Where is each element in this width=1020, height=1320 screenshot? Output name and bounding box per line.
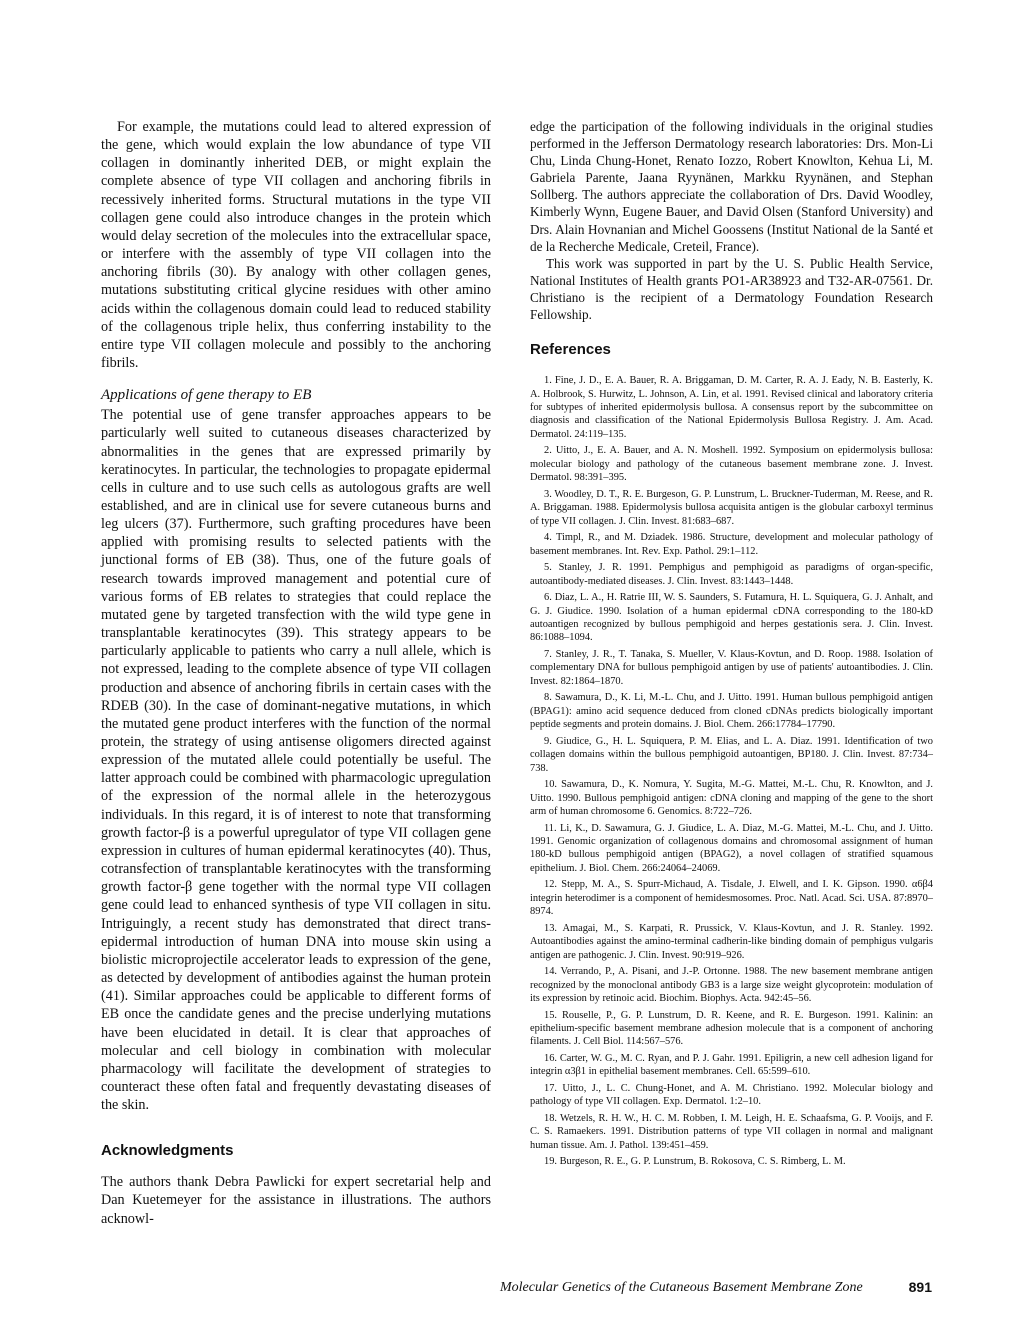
paragraph-mutations: For example, the mutations could lead to altered expression of the gene, which would explain the low abundance of type VII collagen in dominantly inherited DEB, or might explain the complete absence of type VII collagen and anchoring fibrils in recessively inherited forms. Structural mutations in the type VII collagen gene could also introduce changes in the protein which would delay secretion of the molecules into the extracellular space, or interfere with the assembly of type VII collagen into the anchoring fibrils (30). By analogy with other collagen genes, mutations substituting critical glycine residues with other amino acids within the collagenous domain could lead to reduced stability of the collagenous triple helix, thus conferring instability to the entire type VII collagen molecule and possibly to the anchoring fibrils. [101,119,491,372]
subheading-gene-therapy: Applications of gene therapy to EB [101,387,312,404]
reference-item: 2. Uitto, J., E. A. Bauer, and A. N. Moshell. 1992. Symposium on epidermolysis bullosa: molecular biology and pathology of the cutaneous basement membrane zone. J. Invest. Dermatol. 98:391–395. [530,445,933,484]
reference-item: 1. Fine, J. D., E. A. Bauer, R. A. Briggaman, D. M. Carter, R. A. J. Eady, N. B. Easterly, K. A. Holbrook, S. Hurwitz, L. Johnson, A. Lin, et al. 1991. Revised clinical and laboratory criteria for subtypes of inherited epidermolysis bullosa. A consensus report by the subcommittee on diagnosis and classification of the National Epidermolysis Bullosa Registry. J. Am. Acad. Dermatol. 24:119–135. [530,375,933,440]
right-column [530,118,933,1172]
reference-item: 3. Woodley, D. T., R. E. Burgeson, G. P. Lunstrum, L. Bruckner-Tuderman, M. Reese, and R. A. Briggaman. 1988. Epidermolysis bullosa acquisita antigen is the globular carboxyl terminus of type VII collagen. J. Clin. Invest. 81:683–687. [530,488,933,527]
left-column [101,118,491,1228]
reference-item: 16. Carter, W. G., M. C. Ryan, and P. J. Gahr. 1991. Epiligrin, a new cell adhesion ligand for integrin α3β1 in epithelial basement membranes. Cell. 65:599–610. [530,1053,933,1078]
funding-paragraph: This work was supported in part by the U. S. Public Health Service, National Institutes of Health grants PO1-AR38923 and T32-AR-07561. Dr. Christiano is the recipient of a Dermatology Foundation Research Fellowship. [530,255,933,323]
reference-item: 18. Wetzels, R. H. W., H. C. M. Robben, I. M. Leigh, H. E. Schaafsma, G. P. Vooijs, and F. C. S. Ramaekers. 1991. Distribution patterns of type VII collagen in normal and malignant human tissue. Am. J. Pathol. 139:451–459. [530,1113,933,1151]
acknowledgments-continued: edge the participation of the following individuals in the original studies performed in the Jefferson Dermatology research laboratories: Drs. Mon-Li Chu, Linda Chung-Honet, Renato Iozzo, Robert Knowlton, Kehua Li, M. Gabriela Parente, Jaana Ryynänen, Markku Ryynänen, and Stephan Sollberg. The authors appreciate the collaboration of Drs. David Woodley, Kimberly Wynn, Eugene Bauer, and David Olsen (Stanford University) and Drs. Alain Hovnanian and Michel Goossens (Institut National de la Santé et de la Recherche Medicale, Creteil, France). [530,119,933,254]
reference-item: 7. Stanley, J. R., T. Tanaka, S. Mueller, V. Klaus-Kovtun, and D. Roop. 1988. Isolation of complementary DNA for bullous pemphigoid antigen by use of patients' autoantibodies. J. Clin. Invest. 82:1864–1870. [530,648,933,687]
page-footer [500,1280,932,1296]
reference-item: 10. Sawamura, D., K. Nomura, Y. Sugita, M.-G. Mattei, M.-L. Chu, R. Knowlton, and J. Uitto. 1990. Bullous pemphigoid antigen: cDNA cloning and mapping of the gene to the short arm of human chromosome 6. Genomics. 8:722–726. [530,779,933,817]
reference-item: 5. Stanley, J. R. 1991. Pemphigus and pemphigoid as paradigms of organ-specific, autoantibody-mediated diseases. J. Clin. Invest. 83:1443–1448. [530,562,933,587]
paragraph-gene-therapy: The potential use of gene transfer approaches appears to be particularly well suited to cutaneous diseases characterized by abnormalities in the genes that are expressed primarily by keratinocytes. In particular, the technologies to propagate epidermal cells in culture and to use such cells as autologous grafts are well established, and are in clinical use for severe cutaneous burns and leg ulcers (37). Furthermore, such grafting procedures have been applied with promising results to selected patients with the junctional forms of EB (38). Thus, one of the future goals of research towards improved management and potential cure of various forms of EB relates to strategies that could replace the mutated gene by targeted transfection with the wild type gene in transplantable keratinocytes (39). This strategy appears to be particularly applicable to patients who carry a null allele, which is not expressed, leading to the complete absence of type VII collagen production and absence of anchoring fibrils in certain cases with the RDEB (30). In the case of dominant-negative mutations, in which the mutated gene product interferes with the function of the normal protein, the strategy of using antisense oligomers directed against expression of the mutated allele could potentially be useful. The latter approach could be combined with pharmacologic upregulation of the expression of the normal allele in the heterozygous individuals. In this regard, it is of interest to note that transforming growth factor-β is a powerful upregulator of type VII collagen gene expression in cultures of human epidermal keratinocytes (40). Thus, cotransfection of transplantable keratinocytes with the transforming growth factor-β gene together with the normal type VII collagen gene could lead to enhanced synthesis of type VII collagen in situ. Intriguingly, a recent study has demonstrated that direct trans-epidermal introduction of human DNA into mouse skin using a biolistic microprojectile accelerator leads to expression of the gene, as detected by development of antibodies against the human protein (41). Similar approaches could be applicable to different forms of EB once the candidate genes and the precise underlying mutations have been elucidated in detail. It is clear that approaches of molecular and cell biology in combination with molecular pharmacology will facilitate the development of strategies to counteract these often fatal and frequently devastating diseases of the skin. [101,407,491,1114]
references-heading: References [530,341,611,359]
references-list [530,374,933,1169]
reference-item: 15. Rouselle, P., G. P. Lunstrum, D. R. Keene, and R. E. Burgeson. 1991. Kalinin: an epithelium-specific basement membrane adhesion molecule that is a component of anchoring filaments. J. Cell Biol. 114:567–576. [530,1009,933,1048]
acknowledgments-heading: Acknowledgments [101,1142,234,1160]
reference-item: 9. Giudice, G., H. L. Squiquera, P. M. Elias, and L. A. Diaz. 1991. Identification of two collagen domains within the bullous pemphigoid autoantigen, BP180. J. Clin. Invest. 87:734–738. [530,735,933,774]
reference-item: 4. Timpl, R., and M. Dziadek. 1986. Structure, development and molecular pathology of basement membranes. Int. Rev. Exp. Pathol. 29:1–112. [530,532,933,557]
reference-item: 19. Burgeson, R. E., G. P. Lunstrum, B. Rokosova, C. S. Rimberg, L. M. [544,1156,846,1168]
reference-item: 14. Verrando, P., A. Pisani, and J.-P. Ortonne. 1988. The new basement membrane antigen recognized by the monoclonal antibody GB3 is a large size weight glycoprotein: modulation of its expression by retinoic acid. Biochim. Biophys. Acta. 942:45–56. [530,966,933,1005]
reference-item: 6. Diaz, L. A., H. Ratrie III, W. S. Saunders, S. Futamura, H. L. Squiquera, G. J. Anhalt, and G. J. Giudice. 1990. Isolation of a human epidermal cDNA corresponding to the 180-kD autoantigen recognized by bullous pemphigoid and herpes gestationis sera. J. Clin. Invest. 86:1088–1094. [530,592,933,644]
reference-item: 13. Amagai, M., S. Karpati, R. Prussick, V. Klaus-Kovtun, and J. R. Stanley. 1992. Autoantibodies against the amino-terminal cadherin-like binding domain of pemphigus vulgaris antigen are pathogenic. J. Clin. Invest. 90:919–926. [530,922,933,961]
reference-item: 8. Sawamura, D., K. Li, M.-L. Chu, and J. Uitto. 1991. Human bullous pemphigoid antigen (BPAG1): amino acid sequence deduced from cloned cDNAs predicts biologically important peptide segments and protein domains. J. Biol. Chem. 266:17784–17790. [530,692,933,731]
reference-item: 11. Li, K., D. Sawamura, G. J. Giudice, L. A. Diaz, M.-G. Mattei, M.-L. Chu, and J. Uitto. 1991. Genomic organization of collagenous domains and chromosomal assignment of human 180-kD bullous pemphigoid antigen (BPAG2), a novel collagen of stratified squamous epithelium. J. Biol. Chem. 266:24064–24069. [530,822,933,874]
page-number: 891 [908,1279,932,1295]
footer-journal-title: Molecular Genetics of the Cutaneous Basement Membrane Zone [500,1280,863,1295]
acknowledgments-paragraph: The authors thank Debra Pawlicki for expert secretarial help and Dan Kuetemeyer for the assistance in illustrations. The authors acknowl- [101,1174,491,1227]
reference-item: 12. Stepp, M. A., S. Spurr-Michaud, A. Tisdale, J. Elwell, and I. K. Gipson. 1990. α6β4 integrin heterodimer is a component of hemidesmosomes. Proc. Natl. Acad. Sci. USA. 87:8970–8974. [530,879,933,918]
reference-item: 17. Uitto, J., L. C. Chung-Honet, and A. M. Christiano. 1992. Molecular biology and pathology of type VII collagen. Exp. Dermatol. 1:2–10. [530,1083,933,1108]
